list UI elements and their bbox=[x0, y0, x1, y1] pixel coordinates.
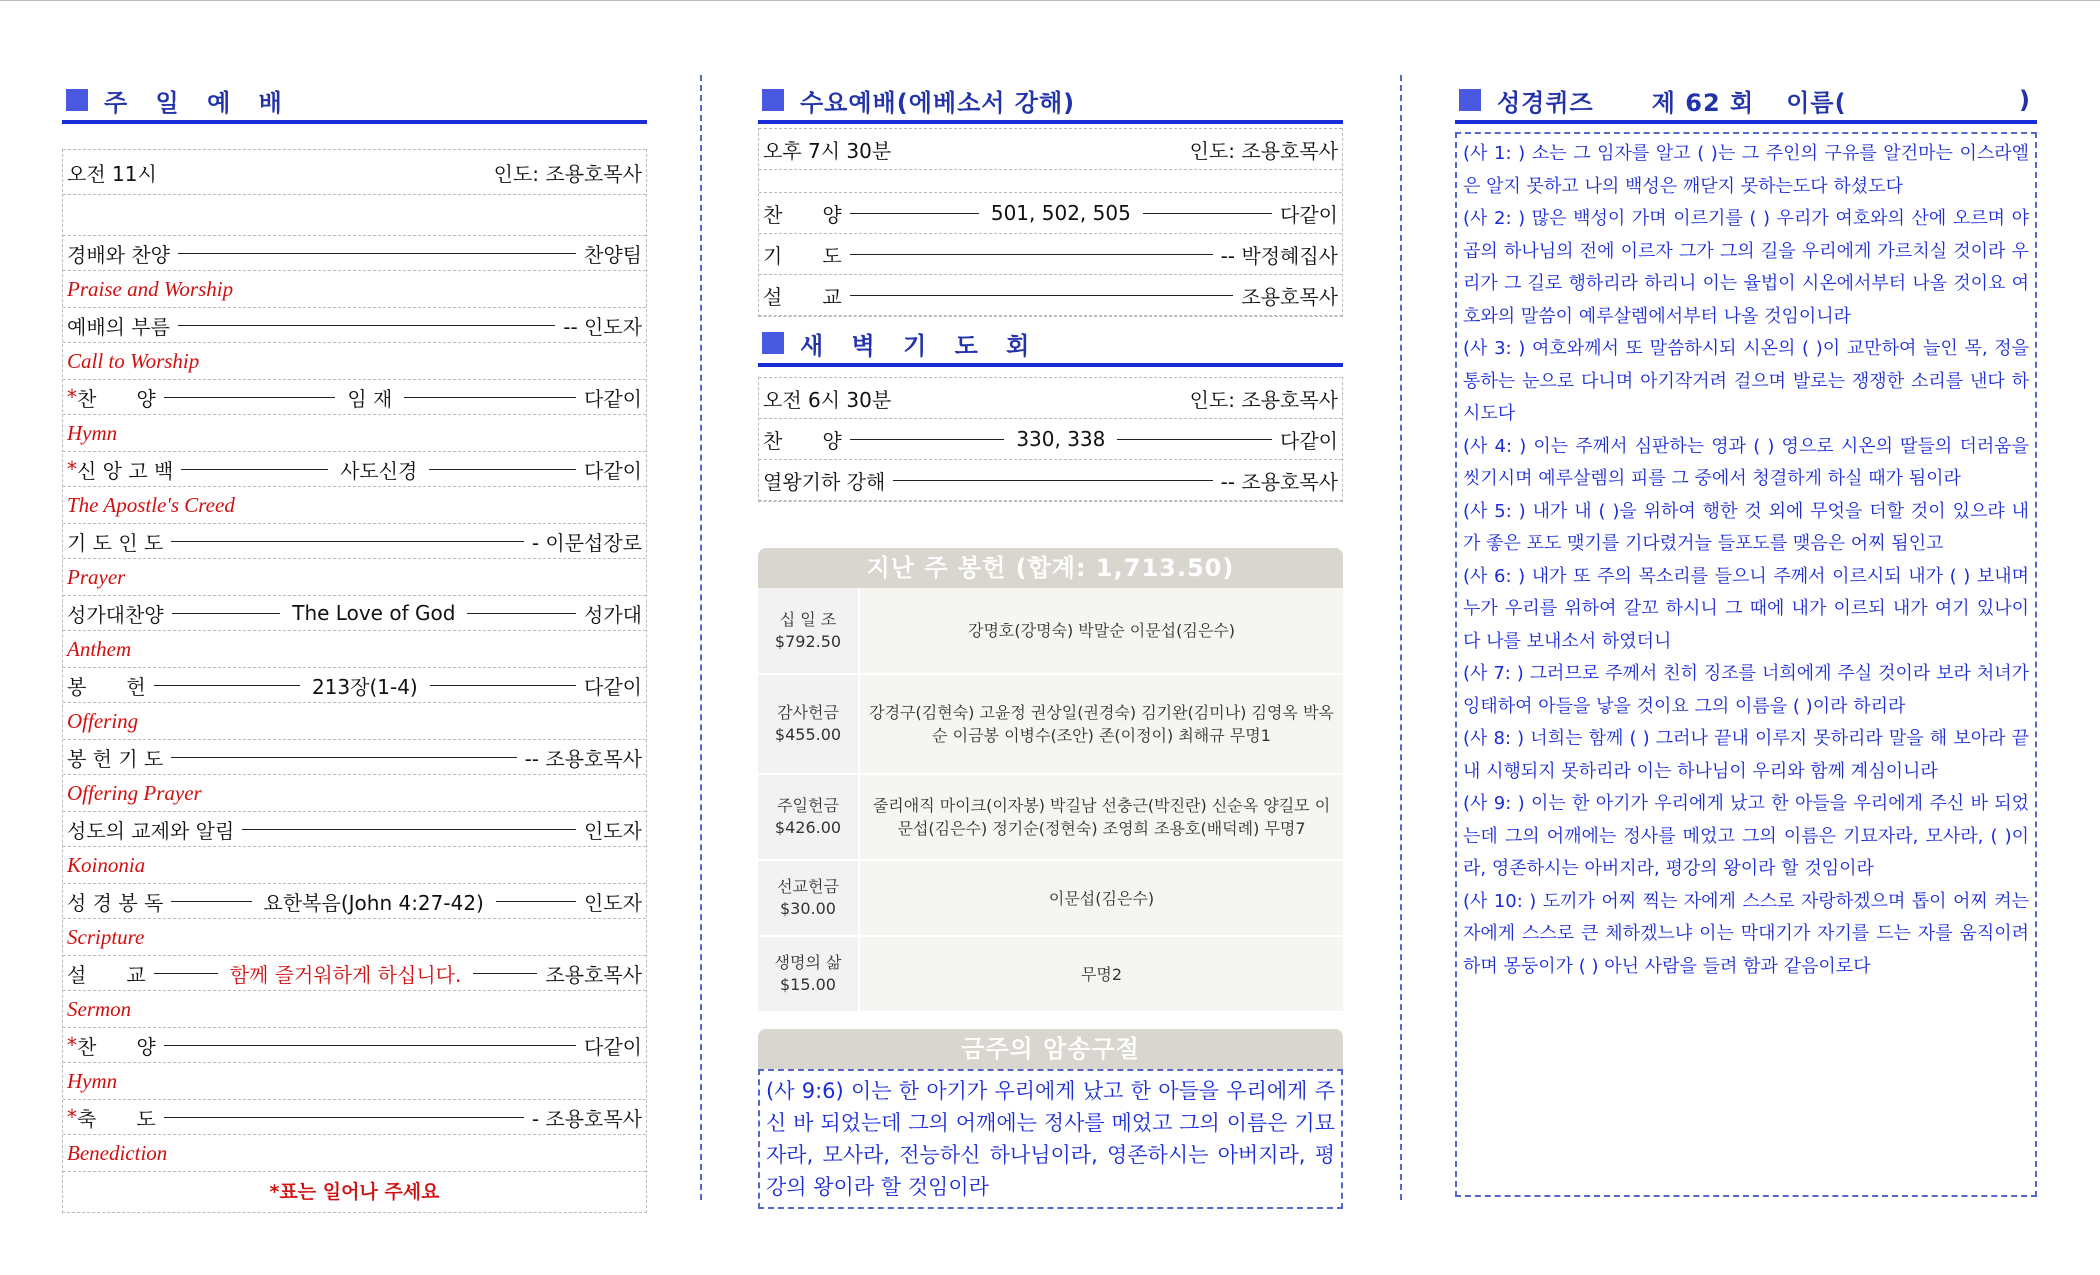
order-item-leader: - 이문섭장로 bbox=[531, 530, 642, 555]
stand-marker: * bbox=[67, 1105, 77, 1129]
offering-type-cell bbox=[758, 860, 859, 936]
leader-line bbox=[171, 901, 251, 902]
order-item-english: Offering Prayer bbox=[63, 775, 646, 812]
bible-quiz-header bbox=[1455, 80, 2037, 124]
offering-names: 무명2 bbox=[859, 936, 1343, 1012]
offering-type-cell bbox=[758, 936, 859, 1012]
order-item-leader: 조용호목사 bbox=[1241, 284, 1338, 309]
sunday-time: 오전 11시 bbox=[67, 161, 157, 186]
leader-line bbox=[154, 685, 300, 686]
quiz-question: (사 8: ) 너희는 함께 ( ) 그러나 끝내 이루지 못하리라 말을 해 보아라 끝내 시행되지 못하리라 이는 하나님이 우리와 함께 계심이니라 bbox=[1463, 728, 2029, 782]
middle-column bbox=[758, 80, 1343, 1209]
order-item-english: The Apostle's Creed bbox=[63, 487, 646, 524]
leader-line bbox=[1143, 213, 1272, 214]
leader-line bbox=[429, 469, 576, 470]
order-item-leader: -- 박정혜집사 bbox=[1220, 243, 1338, 268]
offering-type: 주일헌금 bbox=[777, 796, 839, 815]
dawn-time: 오전 6시 30분 bbox=[763, 387, 892, 412]
order-row bbox=[759, 193, 1342, 234]
memory-verse-title: 금주의 암송구절 bbox=[758, 1029, 1343, 1069]
order-item-english: Sermon bbox=[63, 991, 646, 1028]
quiz-title: 성경퀴즈 bbox=[1497, 88, 1594, 117]
order-item-title: 예배의 부름 bbox=[67, 314, 170, 339]
quiz-round: 제 62 회 bbox=[1651, 88, 1755, 117]
leader-line bbox=[850, 439, 1005, 440]
order-row bbox=[63, 524, 646, 559]
order-item-leader: -- 조용호목사 bbox=[1220, 469, 1338, 494]
quiz-question: (사 2: ) 많은 백성이 가며 이르기를 ( ) 우리가 여호와의 산에 오르며 야곱의 하나님의 전에 이르자 그가 그의 길을 우리에게 가르치실 것이라 우리가 그 길로 행하리라 하리니 이는 율법이 시온에서부터 나올 것이요 여호와의 말씀이 예루살렘에서부터 나올 것임이니라 bbox=[1463, 208, 2029, 327]
offering-type: 생명의 삶 bbox=[774, 953, 842, 972]
offering-names: 강경구(김현숙) 고윤정 권상일(권경숙) 김기완(김미나) 김영옥 박옥순 이금봉 이병수(조안) 존(이정이) 최해규 무명1 bbox=[859, 674, 1343, 774]
offering-amount: $455.00 bbox=[774, 725, 842, 744]
quiz-question: (사 6: ) 내가 또 주의 목소리를 들으니 주께서 이르시되 내가 ( ) 보내며 누가 우리를 위하여 갈꼬 하시니 그 때에 내가 이르되 내가 여기 있나이다 나를 보내소서 하였더니 bbox=[1463, 565, 2029, 652]
order-item-english: Benediction bbox=[63, 1135, 646, 1172]
wednesday-time: 오후 7시 30분 bbox=[763, 138, 892, 163]
order-item-detail: 함께 즐거워하게 하십니다. bbox=[229, 962, 462, 987]
quiz-question: (사 9: ) 이는 한 아기가 우리에게 났고 한 아들을 우리에게 주신 바 되었는데 그의 어깨에는 정사를 메었고 그의 이름은 기묘자라, 모사라, ( )이라, 영존하시는 아버지라, 평강의 왕이라 할 것임이라 bbox=[1463, 793, 2029, 879]
order-item-title: 열왕기하 강해 bbox=[763, 469, 886, 494]
order-item-title: 경배와 찬양 bbox=[67, 242, 170, 267]
sunday-worship-section bbox=[62, 80, 647, 1213]
order-row bbox=[63, 596, 646, 631]
order-row bbox=[759, 234, 1342, 275]
order-item-title: 축 도 bbox=[77, 1106, 156, 1131]
offering-names: 강명호(강명숙) 박말순 이문섭(김은수) bbox=[859, 588, 1343, 674]
leader-line bbox=[154, 973, 218, 974]
wednesday-time-row bbox=[759, 128, 1342, 170]
dawn-prayer-title: 새 벽 기 도 회 bbox=[800, 331, 1040, 360]
spacer-row bbox=[63, 195, 646, 236]
leader-line bbox=[404, 397, 576, 398]
order-row bbox=[63, 956, 646, 991]
order-item-title: 봉 헌 bbox=[67, 674, 146, 699]
leader-line bbox=[164, 1045, 576, 1046]
leader-line bbox=[430, 685, 576, 686]
order-item-title: 찬 양 bbox=[77, 386, 156, 411]
memory-verse-section bbox=[758, 1029, 1343, 1209]
leader-line bbox=[164, 1117, 524, 1118]
offering-type-cell bbox=[758, 774, 859, 860]
order-row bbox=[63, 812, 646, 847]
sunday-order-box bbox=[62, 149, 647, 1213]
order-item-leader: 인도자 bbox=[584, 818, 642, 843]
offering-row bbox=[758, 674, 1343, 774]
offering-row bbox=[758, 774, 1343, 860]
order-item-title: 찬 양 bbox=[763, 428, 842, 453]
dawn-prayer-header bbox=[758, 323, 1343, 367]
order-item-title: 성 경 봉 독 bbox=[67, 890, 164, 915]
dawn-leader: 인도: 조용호목사 bbox=[1189, 387, 1338, 412]
order-item-english: Hymn bbox=[63, 1063, 646, 1100]
order-row bbox=[63, 452, 646, 487]
quiz-question: (사 1: ) 소는 그 임자를 알고 ( )는 그 주인의 구유를 알건마는 이스라엘은 알지 못하고 나의 백성은 깨닫지 못하는도다 하셨도다 bbox=[1463, 143, 2029, 197]
order-row bbox=[759, 460, 1342, 501]
order-item-leader: 찬양팀 bbox=[584, 242, 642, 267]
order-item-detail: 임 재 bbox=[347, 386, 393, 411]
offering-names: 줄리애직 마이크(이자봉) 박길남 선충근(박진란) 신순옥 양길모 이문섭(김은수) 정기순(정현숙) 조영희 조용호(배덕례) 무명7 bbox=[859, 774, 1343, 860]
offering-amount: $30.00 bbox=[780, 899, 836, 918]
order-item-detail: 501, 502, 505 bbox=[990, 201, 1131, 225]
order-item-leader: 다같이 bbox=[584, 386, 643, 411]
leader-line bbox=[171, 757, 516, 758]
offering-names: 이문섭(김은수) bbox=[859, 860, 1343, 936]
leader-line bbox=[850, 213, 979, 214]
order-item-title: 설 교 bbox=[67, 962, 146, 987]
order-item-english: Scripture bbox=[63, 919, 646, 956]
order-item-english: Koinonia bbox=[63, 847, 646, 884]
wednesday-worship-title: 수요예배(에베소서 강해) bbox=[800, 88, 1076, 117]
offering-type-cell bbox=[758, 588, 859, 674]
order-item-leader: 다같이 bbox=[1280, 428, 1339, 453]
order-item-leader: 인도자 bbox=[584, 890, 643, 915]
quiz-question: (사 4: ) 이는 주께서 심판하는 영과 ( ) 영으로 시온의 딸들의 더러움을 씻기시며 예루살렘의 피를 그 중에서 청결하게 하실 때가 됨이라 bbox=[1463, 435, 2029, 489]
order-item-detail: The Love of God bbox=[292, 601, 456, 625]
order-item-detail: 요한복음(John 4:27-42) bbox=[263, 890, 484, 915]
column-divider bbox=[700, 75, 702, 1200]
stand-marker: * bbox=[67, 457, 77, 481]
sunday-worship-header bbox=[62, 80, 647, 124]
order-item-english: Hymn bbox=[63, 415, 646, 452]
order-row bbox=[63, 308, 646, 343]
order-item-detail: 213장(1-4) bbox=[311, 674, 418, 699]
offering-row bbox=[758, 936, 1343, 1012]
column-divider bbox=[1400, 75, 1402, 1200]
square-bullet-icon bbox=[66, 89, 88, 111]
sunday-time-row bbox=[63, 149, 646, 195]
offering-amount: $426.00 bbox=[774, 818, 842, 837]
wednesday-worship-header bbox=[758, 80, 1343, 124]
order-item-english: Offering bbox=[63, 703, 646, 740]
offering-section bbox=[758, 548, 1343, 1013]
offering-row bbox=[758, 588, 1343, 674]
offering-type: 감사헌금 bbox=[777, 703, 839, 722]
wednesday-leader: 인도: 조용호목사 bbox=[1189, 138, 1338, 163]
order-item-title: 성가대찬양 bbox=[67, 602, 164, 627]
leader-line bbox=[171, 541, 523, 542]
leader-line bbox=[178, 253, 576, 254]
offering-type-cell bbox=[758, 674, 859, 774]
offering-row bbox=[758, 860, 1343, 936]
order-item-leader: 다같이 bbox=[584, 458, 643, 483]
spacer-row bbox=[759, 170, 1342, 193]
order-row bbox=[759, 275, 1342, 316]
square-bullet-icon bbox=[1459, 89, 1481, 111]
leader-line bbox=[172, 613, 281, 614]
order-item-detail: 330, 338 bbox=[1016, 427, 1106, 451]
quiz-name-close: ) bbox=[2019, 86, 2031, 114]
quiz-question: (사 5: ) 내가 내 ( )을 위하여 행한 것 외에 무엇을 더할 것이 있으랴 내가 좋은 포도 맺기를 기다렸거늘 들포도를 맺음은 어찌 됨인고 bbox=[1463, 500, 2029, 554]
order-row bbox=[63, 1100, 646, 1135]
order-item-title: 봉 헌 기 도 bbox=[67, 746, 164, 771]
order-item-title: 기 도 bbox=[763, 243, 842, 268]
memory-verse-text: (사 9:6) 이는 한 아기가 우리에게 났고 한 아들을 우리에게 주신 바 되었는데 그의 어깨에는 정사를 메었고 그의 이름은 기묘자라, 모사라, 전능하신 하나님이라, 영존하시는 아버지라, 평강의 왕이라 할 것임이라 bbox=[758, 1069, 1343, 1209]
order-item-title: 성도의 교제와 알림 bbox=[67, 818, 235, 843]
sunday-worship-title: 주 일 예 배 bbox=[104, 88, 292, 117]
order-item-leader: 다같이 bbox=[584, 674, 642, 699]
top-border bbox=[0, 0, 2100, 1]
order-item-english: Prayer bbox=[63, 559, 646, 596]
order-item-leader: 다같이 bbox=[584, 1034, 642, 1059]
order-row bbox=[759, 419, 1342, 460]
order-item-leader: 다같이 bbox=[1280, 202, 1338, 227]
leader-line bbox=[178, 325, 555, 326]
sunday-leader: 인도: 조용호목사 bbox=[493, 161, 642, 186]
quiz-name-label: 이름( bbox=[1786, 88, 1847, 117]
quiz-question: (사 7: ) 그러므로 주께서 친히 징조를 너희에게 주실 것이라 보라 처녀가 잉태하여 아들을 낳을 것이요 그의 이름을 ( )이라 하리라 bbox=[1463, 663, 2029, 717]
stand-marker: * bbox=[67, 385, 77, 409]
order-item-english: Praise and Worship bbox=[63, 271, 646, 308]
leader-line bbox=[467, 613, 576, 614]
order-item-leader: - 조용호목사 bbox=[531, 1106, 642, 1131]
order-row bbox=[63, 740, 646, 775]
leader-line bbox=[496, 901, 576, 902]
order-item-title: 기 도 인 도 bbox=[67, 530, 164, 555]
leader-line bbox=[893, 480, 1212, 481]
leader-line bbox=[850, 295, 1234, 296]
order-item-english: Call to Worship bbox=[63, 343, 646, 380]
leader-line bbox=[473, 973, 537, 974]
offering-type: 선교헌금 bbox=[777, 877, 839, 896]
bible-quiz-section bbox=[1455, 80, 2037, 1197]
order-row bbox=[63, 1028, 646, 1063]
order-row bbox=[63, 380, 646, 415]
order-row bbox=[63, 884, 646, 919]
offering-amount: $15.00 bbox=[780, 975, 836, 994]
order-item-leader: -- 조용호목사 bbox=[524, 746, 642, 771]
order-item-leader: 조용호목사 bbox=[545, 962, 642, 987]
wednesday-order-list bbox=[759, 193, 1342, 316]
leader-line bbox=[181, 469, 328, 470]
stand-note: *표는 일어나 주세요 bbox=[269, 1181, 440, 1203]
offering-amount: $792.50 bbox=[774, 631, 842, 651]
leader-line bbox=[1117, 439, 1272, 440]
stand-marker: * bbox=[67, 1033, 77, 1057]
order-item-english: Anthem bbox=[63, 631, 646, 668]
order-item-detail: 사도신경 bbox=[340, 458, 418, 483]
dawn-order-list bbox=[759, 419, 1342, 501]
order-row bbox=[63, 236, 646, 271]
offering-title: 지난 주 봉헌 (합계: 1,713.50) bbox=[758, 548, 1343, 588]
sunday-order-list bbox=[63, 236, 646, 1172]
dawn-time-row bbox=[759, 377, 1342, 419]
leader-line bbox=[850, 254, 1213, 255]
dawn-order-box bbox=[758, 377, 1343, 502]
square-bullet-icon bbox=[762, 332, 784, 354]
order-item-title: 설 교 bbox=[763, 284, 842, 309]
wednesday-order-box bbox=[758, 128, 1343, 317]
offering-table bbox=[758, 588, 1343, 1013]
quiz-question: (사 10: ) 도끼가 어찌 찍는 자에게 스스로 자랑하겠으며 톱이 어찌 켜는 자에게 스스로 큰 체하겠느냐 이는 막대기가 자기를 드는 자를 움직이려 하며 몽둥이가 ( ) 아닌 사람을 들려 함과 같음이로다 bbox=[1463, 890, 2029, 977]
order-item-title: 찬 양 bbox=[77, 1034, 156, 1059]
order-row bbox=[63, 668, 646, 703]
order-item-title: 찬 양 bbox=[763, 202, 842, 227]
order-item-leader: 성가대 bbox=[584, 602, 643, 627]
square-bullet-icon bbox=[762, 89, 784, 111]
quiz-question: (사 3: ) 여호와께서 또 말씀하시되 시온의 ( )이 교만하여 늘인 목, 정을 통하는 눈으로 다니며 아기작거려 걸으며 발로는 쟁쟁한 소리를 낸다 하시도다 bbox=[1463, 338, 2029, 424]
leader-line bbox=[164, 397, 336, 398]
leader-line bbox=[242, 829, 576, 830]
order-item-title: 신 앙 고 백 bbox=[77, 458, 174, 483]
order-item-leader: -- 인도자 bbox=[563, 314, 642, 339]
quiz-questions-box bbox=[1455, 132, 2037, 1197]
offering-type: 십 일 조 bbox=[779, 609, 837, 629]
